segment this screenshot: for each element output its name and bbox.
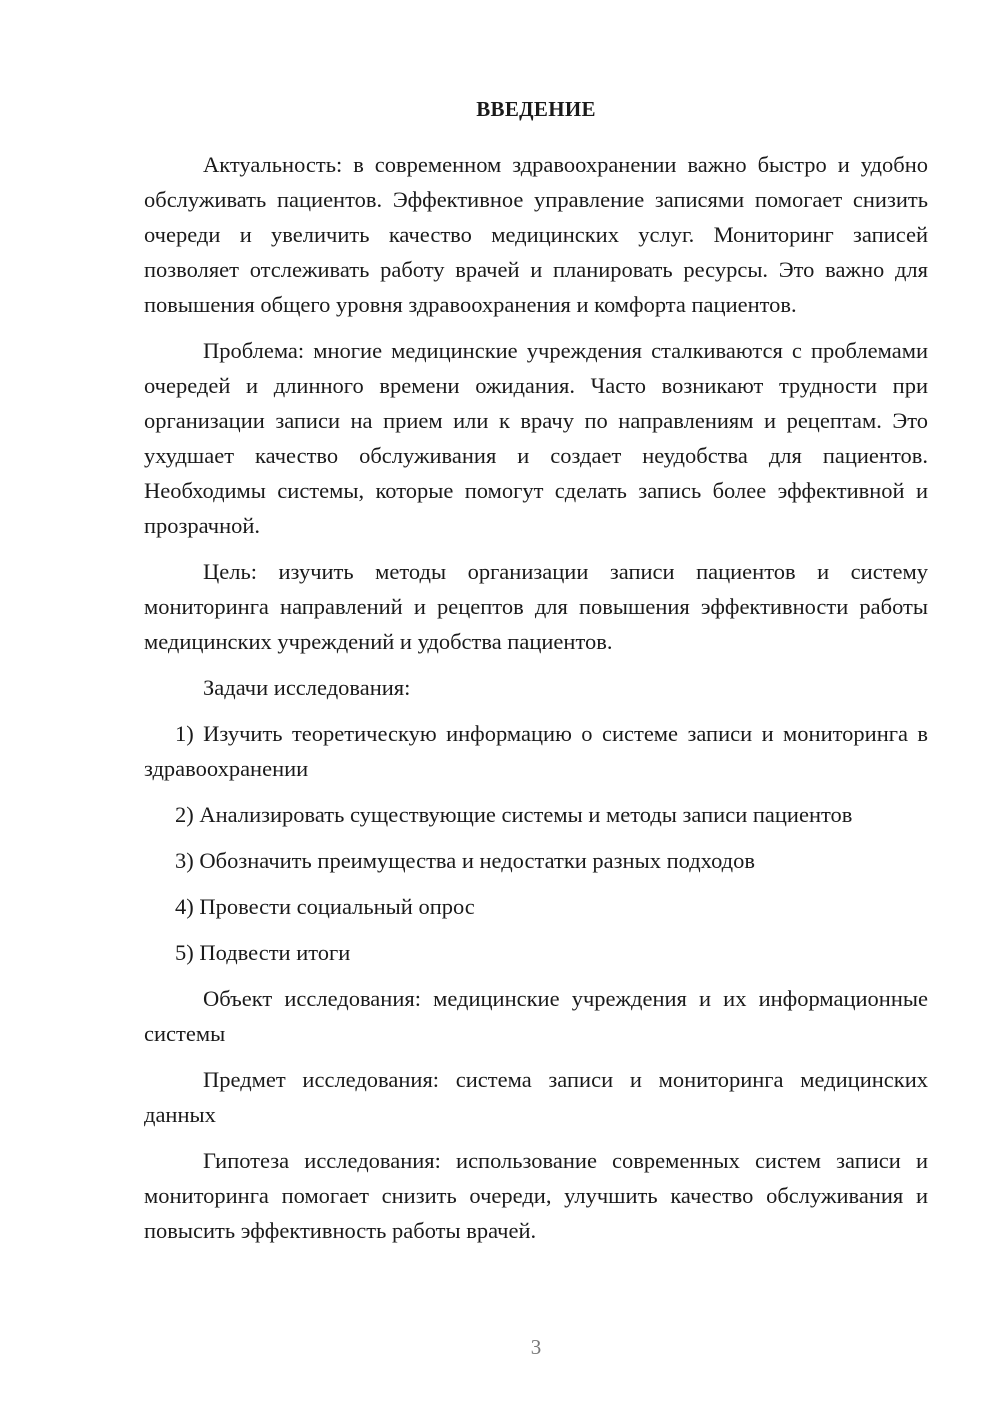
section-title: ВВЕДЕНИЕ — [476, 97, 596, 121]
goal-paragraph: Цель: изучить методы организации записи пациентов и систему мониторинга направлений и рецептов для повышения эффективности работы медицинских учреждений и удобства пациентов. — [144, 559, 928, 654]
document-body — [144, 92, 928, 1259]
object-paragraph: Объект исследования: медицинские учреждения и их информационные системы — [144, 986, 928, 1046]
page-number: 3 — [530, 1335, 542, 1359]
hypothesis-paragraph: Гипотеза исследования: использование современных систем записи и мониторинга помогает снизить очереди, улучшить качество обслуживания и повысить эффективность работы врачей. — [144, 1148, 928, 1243]
task-item-2: 2) Анализировать существующие системы и методы записи пациентов — [175, 802, 853, 827]
subject-paragraph: Предмет исследования: система записи и мониторинга медицинских данных — [144, 1067, 928, 1127]
tasks-heading: Задачи исследования: — [203, 675, 411, 700]
relevance-paragraph: Актуальность: в современном здравоохранении важно быстро и удобно обслуживать пациентов. Эффективное управление записями помогает снизить очереди и увеличить качество медицинских услуг. Мониторинг записей позволяет отслеживать работу врачей и планировать ресурсы. Это важно для повышения общего уровня здравоохранения и комфорта пациентов. — [144, 152, 928, 317]
task-item-5: 5) Подвести итоги — [175, 940, 351, 965]
task-item-1: 1) Изучить теоретическую информацию о системе записи и мониторинга в здравоохранении — [144, 721, 928, 781]
task-item-4: 4) Провести социальный опрос — [175, 894, 475, 919]
task-item-3: 3) Обозначить преимущества и недостатки разных подходов — [175, 848, 755, 873]
problem-paragraph: Проблема: многие медицинские учреждения сталкиваются с проблемами очередей и длинного времени ожидания. Часто возникают трудности при организации записи на прием или к врачу по направлениям и рецептам. Это ухудшает качество обслуживания и создает неудобства для пациентов. Необходимы системы, которые помогут сделать запись более эффективной и прозрачной. — [144, 338, 928, 538]
